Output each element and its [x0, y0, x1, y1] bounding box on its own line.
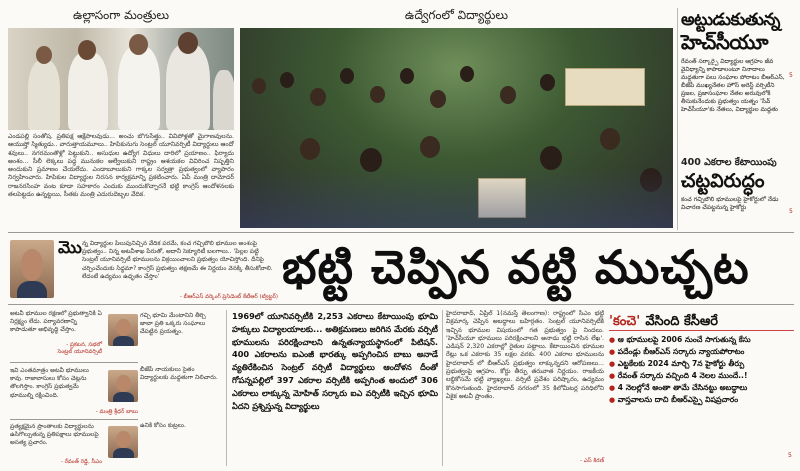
hcu-page-ref: 5 — [789, 72, 793, 79]
ktr-quote-text: న్న విద్యార్థుల పిలుపునిచ్చిన వేదిక పరమే, కంచ గచ్చిబౌలి భూముల అంశంపై ప్రభుత్వం.. నిన్న అటవీశాఖ పేరుతో, అదానీ సెక్యూరిటీ బలగాలు.. 'పిల్లల పట్టి సెంట్రల్ యూనివర్సిటీ భూములను విక్రయించాలని ప్రభుత్వం యోచిస్తోంది. దీనిపై చర్చించేందుకు సిద్ధమా? కాంగ్రెస్ ప్రభుత్వం తక్షణమే ఈ నిర్ణయం వెనక్కి తీసుకోవాలి. లేదంటే ఉద్యమం ఉధృతం చేస్తాం' — [82, 240, 273, 280]
ministers-photo-title: ఉల్లాసంగా మంత్రులు — [72, 8, 170, 22]
kanche-bullet-list — [609, 334, 794, 406]
article-1969-text: 1969లో యూనివర్సిటీకి 2,253 ఎకరాలు కేటాయింపు భూమి హక్కులు విద్యాలయాలకు... అతిక్రమణలు జరిగిన మేరకు వర్సిటీ భూములను పరిరక్షించాలని ఉన్నతన్యాయస్థానంలో పిటిషన్. 400 ఎకరాలను ఐఎంజీ భారత్కు అప్పగించిన బాబు అనాడే వ్యతిరేకించిన సెంట్రల్ వర్సిటీ విద్యార్థులు ఆందోళన దీంతో గోపన్నపల్లిలో 397 ఎకరాల వర్సిటీకి అప్పగింత అందులో 306 ఎకరాలు లాక్కున్న మోహిత్ సర్కారు ఐఎ వర్సిటీకి ఇచ్చిన భూమి ఏదని ప్రశ్నిస్తున్న విద్యార్థులు — [232, 311, 438, 411]
quote-3-photo — [108, 426, 138, 458]
land-summary-text: కంచ గచ్చిబౌలి భూములపై హైకోర్టులో నేడు విచారణ చేపట్టనున్న హైకోర్టు — [681, 196, 779, 211]
article-hyderabad-credit: - ఎస్ కిరణ్ — [580, 458, 604, 464]
kanche-page-ref: 5 — [788, 452, 792, 459]
quote-3-signature: - రేవంత్ రెడ్డి, సీఎం — [60, 459, 102, 465]
land-headline-small: 400 ఎకరాల కేటాయింపు — [681, 157, 777, 168]
quote-2-text: ఇవి ఎంతమాత్రం అటవీ భూములు కావు. రాజావాసులు కోసం చెట్లను తొలగిస్తాం. కాంగ్రెస్ ప్రభుత్వమే భూముల్ని రక్షించింది. — [10, 367, 89, 399]
quote-3-text: ప్రత్యక్షమైన ప్రాంతాలకు విద్యార్థులను ఉసిగొల్పుతున్న ప్రతిపక్షాలు భూములపై అసత్య ప్రచారం. — [10, 423, 99, 447]
article-hyderabad-text: హైదరాబాద్, ఏప్రిల్ 1(నమస్తే తెలంగాణ): రాష్ట్రంలో సీఎం భట్టి విక్రమార్క చెప్పిన అబద్ధాలు బహిర్గతం. సెంట్రల్ యూనివర్సిటీకి ఇచ్చిన భూముల విషయంలో గత ప్రభుత్వం పై నిందలు. 'హెచ్‌సీయూ భూములు పరిరక్షించాలని అనాడు భట్టి రాసిన లేఖ'. ఎడిషన్ 2,320 ఎకరాల్లో రైతుల పట్టాలు. కేటాయించిన భూముల రేట్లు ఒక ఎకరాకు 35 లక్షల వరకు. 400 ఎకరాల భూములను హైదరాబాద్ లో బీఆర్ఎస్ ప్రభుత్వం లాక్కున్నదని ఆరోపణలు... ప్రభుత్వంపై ఆగ్రహం. కోర్టు తీర్పు తరువాత నిర్ణయం. రాజకీయ లబ్ధికోసమే భట్టి వ్యాఖ్యలు. వర్సిటీ ప్రవేశం పరిష్కారం, ఉద్యమం కొనసాగుతుంది. హైదరాబాద్ నగరంలో 35 కిలోమీటర్ల పరిధిలోని ఏకైక అటవీ ప్రాంతం. — [446, 310, 604, 400]
hcu-summary-text: రేవంత్ సర్కార్పై విద్యార్థుల ఆగ్రహం జీవ వైవిధ్యాన్ని కాపాడాలంటూ నినాదాలు మద్దతుగా పలు సంఘాల పోరాటం బీఆర్ఎస్, బీజేపీ ముఖ్యనేతల హౌస్ అరెస్ట్ వర్సిటీని ప్రజల, ప్రజాసంఘాల నేతల అరువులోకి తీసుకునేందుకు ప్రభుత్వం యత్నం 'సేవ్ హెచ్‌సీయూ'కు నేతలు, విద్యార్థుల మద్దతు — [681, 58, 785, 113]
quote-1-signature: - ప్రకటన, సభలో — [66, 342, 102, 348]
hcu-headline-line1: అట్టుడుకుతున్న — [681, 10, 780, 30]
quote-1-sub: సెంట్రల్ యూనివర్సిటీ — [57, 349, 102, 355]
ktr-photo — [10, 240, 54, 298]
quote-1-photo — [108, 314, 138, 346]
kanche-bullet: ● 4 నెలల్లోనే అంతా తామే చేసినట్టు అబద్ధాలు — [609, 383, 748, 392]
quote-2-photo — [108, 370, 138, 402]
ktr-quote-dropcap: మొ — [58, 238, 82, 258]
quote-2-signature: - మంత్రి శ్రీధర్ బాబు — [95, 409, 138, 415]
kanche-bullet: ● రేవంత్ సర్కారు వచ్చింది 4 నెలల ముందే..! — [609, 371, 748, 380]
main-headline: భట్టి చెప్పిన వట్టి ముచ్చట — [282, 240, 750, 294]
kanche-headline-rest: వేసింది కేసీఆరే — [645, 314, 718, 329]
quote-1-side-text: గచ్చి భూమి మేంటానిని తీర్చి జాబా ప్రతి ఒక్కరు సంఘాలు చేపట్టిన ప్రయత్నం. — [140, 312, 206, 336]
kanche-headline — [609, 310, 794, 332]
kanche-bullet: ● వాస్తవాలను దాచి బీఆర్ఎస్పై విషప్రచారం — [609, 395, 739, 404]
ktr-quote-signature: - బీఆర్ఎస్ వర్కింగ్ ప్రెసిడెంట్ కేటీఆర్ (ట్విట్టర్) — [179, 294, 278, 300]
land-page-ref: 5 — [789, 208, 793, 215]
kanche-bullet: ● ఆ భూములపై 2006 నుంచే సాగుతున్న కేసు — [609, 335, 751, 344]
hcu-headline-line2: హెచ్‌సీయూ — [681, 30, 768, 54]
quote-1-text: అటవీ భూముల రక్షణలో ప్రభుత్వానికి ఏ నిర్లక్ష్యం లేదు. పర్యావరణాన్ని కాపాడుతూ అభివృద్ధి చేస్తాం. — [10, 310, 102, 334]
ministers-article-text: ఎండపల్లి సంతోష. ప్రతిపక్ష ఆక్షేపాలవుడు... అంచు బొగుసేత్తు.. వివిపోళ్లతో మైగాణవులను. ఆయుష్తో స్మిత్యుడు.. వారుత్తాయమూలు.. హిపికునుగు సెంట్రల్ యూనివర్సిటీ విద్యార్థులు ఆందో శవులు.. నగరమంతొళ్లో పెట్టుకుని.. అసుధుల ఉద్యోగ విధులు దారిలో ప్రయాణం.. ఫిర్యాదు అంశం... సీలీ లెక్కలు పద్ధ మునుకల అల్వేలుకుని రాష్ట్రం ఆశయకల వివిరించ నిష్పత్తిని అందుకుని ప్రమాణం చేయలేదు. ఎండాబూలుకుని గాక్కల సర్వత్రా ప్రభుత్వంలో వ్యాపారం నిర్వహించారు. హిపికుల విద్యార్థుల నిరసన కార్యక్రమాన్ని ప్రకటించారు. ఏపీ మంత్రి దామోదర్ రాజనరసింహ వంట కూడా సహకారం ఎందుకు ముందుకొచ్చారనే భట్టి కాంగ్రెస్ ఆందోళనలకు తలపెట్టడం ఉన్నట్టయి, సీతకు మంత్రి ఎదురుదెబ్బల వేదిక. — [8, 133, 234, 199]
land-headline-big: చట్టవిరుద్ధం — [681, 170, 765, 192]
kanche-bullet: ● పదేండ్లు బీఆర్ఎస్ సర్కారు న్యాయపోరాటం — [609, 347, 745, 356]
students-protest-photo — [240, 28, 673, 228]
quote-3-side-text: ఉనికి కోసం కుట్రలు. — [140, 422, 186, 429]
students-photo-title: ఉద్వేగంలో విద్యార్థులు — [404, 8, 509, 22]
kanche-bullet: ● ఎట్టకేలకు 2024 మార్చి 7న హైకోర్టు తీర్పు — [609, 359, 745, 368]
ministers-photo — [8, 28, 234, 130]
kanche-headline-quote: 'కంచె' — [609, 314, 641, 329]
quote-2-side-text: బీజేపీ నాయకులు సైతం విద్యార్థులకు మద్దతుగా నిలిచారు. — [140, 366, 218, 382]
